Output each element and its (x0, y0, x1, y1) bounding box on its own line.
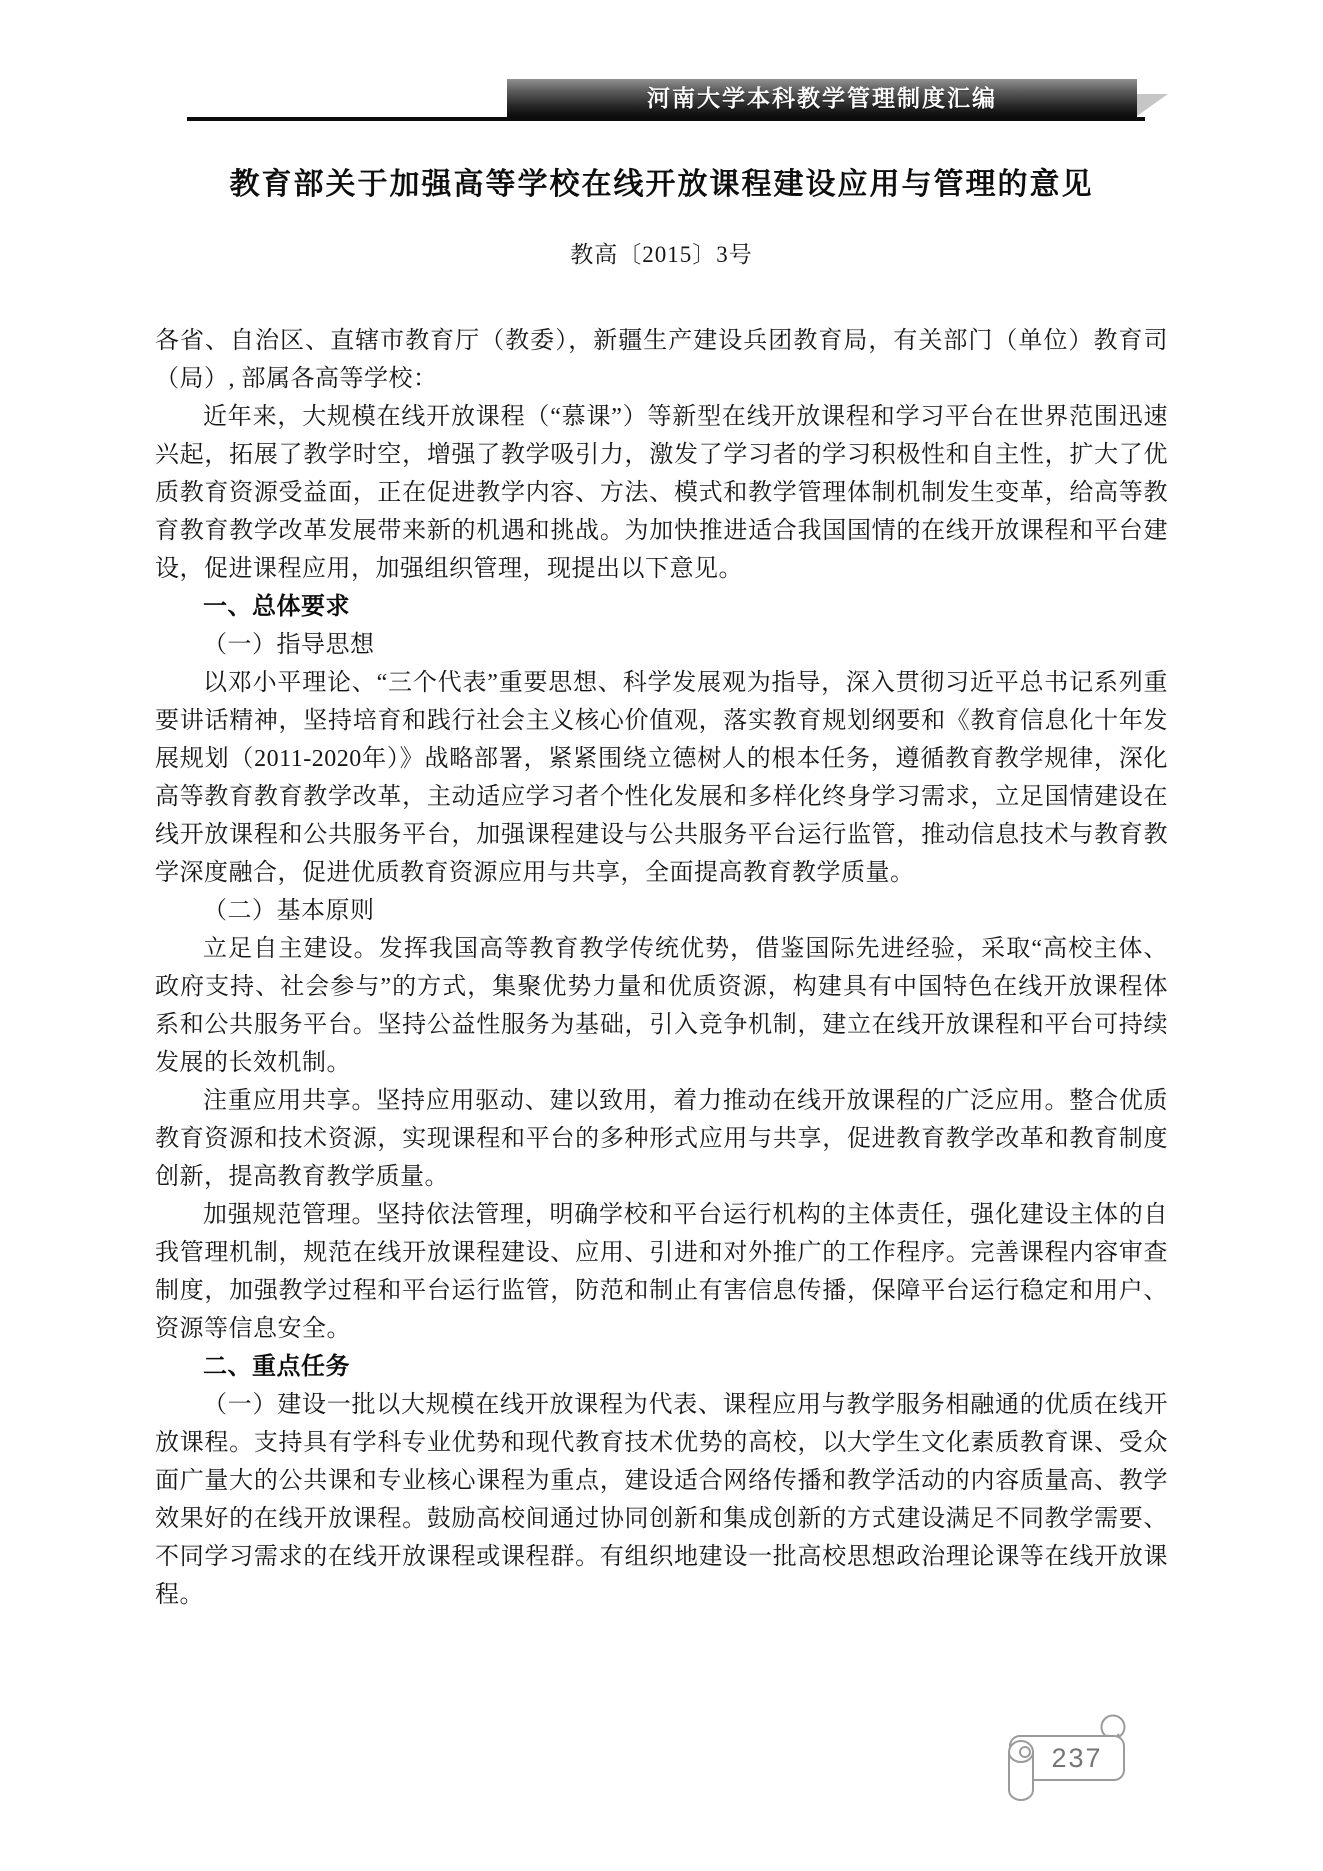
section-heading: 二、重点任务 (203, 1353, 350, 1380)
paragraph: 注重应用共享。坚持应用驱动、建以致用，着力推动在线开放课程的广泛应用。整合优质教育资源和技术资源，实现课程和平台的多种形式应用与共享，促进教育教学改革和教育制度创新，提高教育教学质量。 (155, 1088, 1168, 1190)
page-number: 237 (1051, 1743, 1103, 1773)
header-banner (507, 79, 1137, 117)
paragraph: （一）建设一批以大规模在线开放课程为代表、课程应用与教学服务相融通的优质在线开放课程。支持具有学科专业优势和现代教育技术优势的高校，以大学生文化素质教育课、受众面广量大的公共课和专业核心课程为重点，建设适合网络传播和教学活动的内容质量高、教学效果好的在线开放课程。鼓励高校间通过协同创新和集成创新的方式建设满足不同教学需要、不同学习需求的在线开放课程或课程群。有组织地建设一批高校思想政治理论课等在线开放课程。 (155, 1392, 1168, 1608)
paragraph: 近年来，大规模在线开放课程（“慕课”）等新型在线开放课程和学习平台在世界范围迅速兴起，拓展了教学时空，增强了教学吸引力，激发了学习者的学习积极性和自主性，扩大了优质教育资源受益面，正在促进教学内容、方法、模式和教学管理体制机制发生变革，给高等教育教育教学改革发展带来新的机遇和挑战。为加快推进适合我国国情的在线开放课程和平台建设，促进课程应用，加强组织管理，现提出以下意见。 (155, 404, 1168, 582)
paragraph: 加强规范管理。坚持依法管理，明确学校和平台运行机构的主体责任，强化建设主体的自我管理机制，规范在线开放课程建设、应用、引进和对外推广的工作程序。完善课程内容审查制度，加强教学过程和平台运行监管，防范和制止有害信息传播，保障平台运行稳定和用户、资源等信息安全。 (155, 1202, 1168, 1342)
header-banner-title: 河南大学本科教学管理制度汇编 (647, 85, 997, 111)
document-number: 教高〔2015〕3号 (570, 242, 753, 267)
paragraph: 立足自主建设。发挥我国高等教育教学传统优势，借鉴国际先进经验，采取“高校主体、政府支持、社会参与”的方式，集聚优势力量和优质资源，构建具有中国特色在线开放课程体系和公共服务平台。坚持公益性服务为基础，引入竞争机制，建立在线开放课程和平台可持续发展的长效机制。 (155, 936, 1168, 1076)
document-content (155, 162, 1168, 1614)
page-number-scroll-icon (1003, 1713, 1135, 1809)
paragraph: （一）指导思想 (203, 632, 375, 658)
section-heading: 一、总体要求 (203, 593, 350, 620)
paragraph: 以邓小平理论、“三个代表”重要思想、科学发展观为指导，深入贯彻习近平总书记系列重要讲话精神，坚持培育和践行社会主义核心价值观，落实教育规划纲要和《教育信息化十年发展规划（2011-2020年）》战略部署，紧紧围绕立德树人的根本任务，遵循教育教学规律，深化高等教育教育教学改革，主动适应学习者个性化发展和多样化终身学习需求，立足国情建设在线开放课程和公共服务平台，加强课程建设与公共服务平台运行监管，推动信息技术与教育教学深度融合，促进优质教育资源应用与共享，全面提高教育教学质量。 (155, 670, 1168, 886)
banner-ribbon-tail-icon (1137, 94, 1168, 116)
paragraph: （二）基本原则 (203, 898, 375, 924)
document-body (155, 322, 1168, 1614)
header-rule (187, 117, 1145, 121)
document-title: 教育部关于加强高等学校在线开放课程建设应用与管理的意见 (229, 168, 1094, 201)
paragraph: 各省、自治区、直辖市教育厅（教委），新疆生产建设兵团教育局，有关部门（单位）教育司（局）, 部属各高等学校： (155, 328, 1168, 392)
